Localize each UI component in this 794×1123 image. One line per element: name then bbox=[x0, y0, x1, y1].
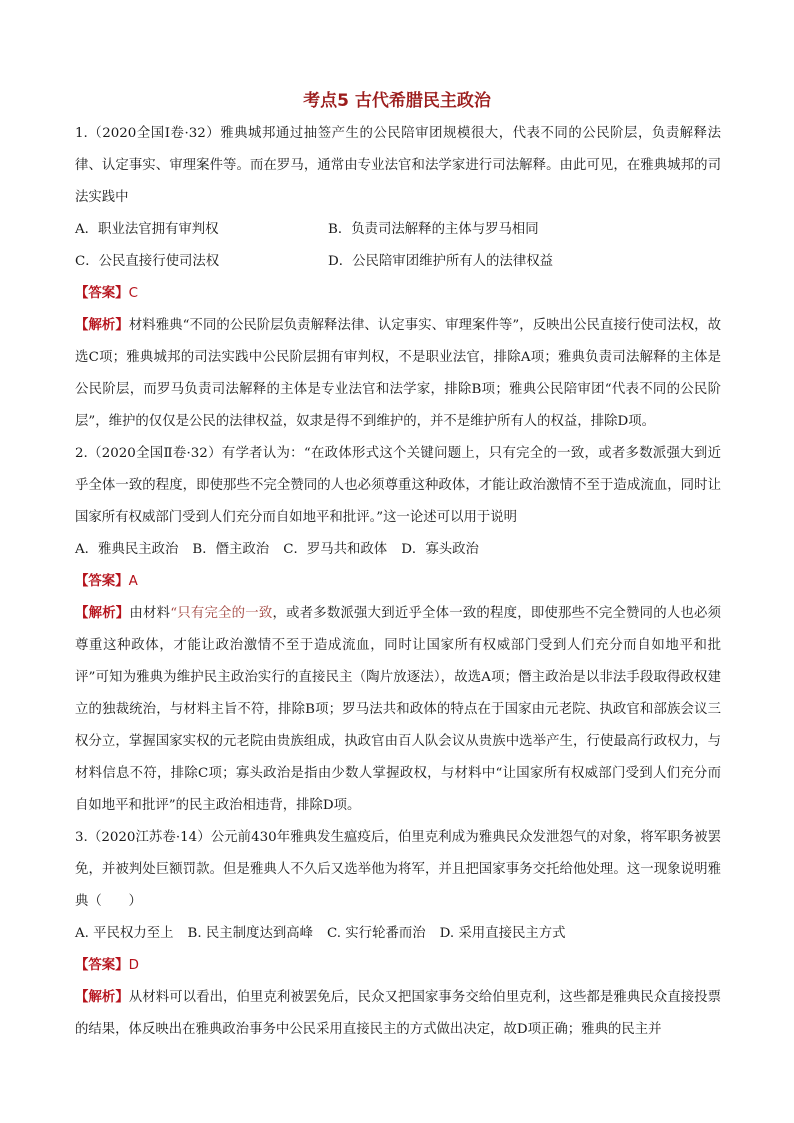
q2-answer-label: 【答案】 bbox=[75, 574, 129, 589]
q1-option-b: B．负责司法解释的主体与罗马相同 bbox=[328, 222, 539, 237]
q3-option-d: D. 采用直接民主方式 bbox=[439, 926, 566, 941]
q3-option-b: B. 民主制度达到高峰 bbox=[187, 926, 314, 941]
q3-answer bbox=[75, 950, 721, 982]
q2-option-b: B．僭主政治 bbox=[192, 542, 270, 557]
q1-analysis-label: 【解析】 bbox=[75, 318, 129, 333]
q1-analysis bbox=[75, 310, 721, 438]
q1-stem: 1.（2020全国Ⅰ卷·32）雅典城邦通过抽签产生的公民陪审团规模很大，代表不同的公民阶层，负责解释法律、认定事实、审理案件等。而在罗马，通常由专业法官和法学家进行司法解释。由此可见，在雅典城邦的司法实践中 bbox=[75, 126, 721, 205]
q3-answer-value: D bbox=[128, 958, 139, 973]
q2-analysis bbox=[75, 598, 721, 822]
q3-analysis-label: 【解析】 bbox=[75, 990, 129, 1005]
q3-option-a: A. 平民权力至上 bbox=[75, 926, 174, 941]
q2-analysis-prefix: 由材料 bbox=[129, 606, 171, 621]
q2-analysis-quote: “只有完全的一致 bbox=[170, 606, 273, 621]
q1-option-a: A．职业法官拥有审判权 bbox=[75, 222, 219, 237]
q2-analysis-label: 【解析】 bbox=[75, 606, 130, 621]
q2-option-d: D．寡头政治 bbox=[401, 542, 479, 557]
q2-options bbox=[75, 534, 721, 566]
page-title: 考点5 古代希腊民主政治 bbox=[303, 91, 491, 111]
q2-option-c: C．罗马共和政体 bbox=[283, 542, 388, 557]
content bbox=[75, 118, 721, 1046]
q3-analysis bbox=[75, 982, 721, 1046]
q2-option-a: A．雅典民主政治 bbox=[75, 542, 179, 557]
q1-option-d: D．公民陪审团维护所有人的法律权益 bbox=[328, 254, 553, 269]
q3-options bbox=[75, 918, 721, 950]
q3-option-c: C. 实行轮番而治 bbox=[327, 926, 426, 941]
q1-analysis-text: 材料雅典“不同的公民阶层负责解释法律、认定事实、审理案件等”，反映出公民直接行使司法权，故选C项；雅典城邦的司法实践中公民阶层拥有审判权，不是职业法官，排除A项；雅典负责司法解释的主体是公民阶层，而罗马负责司法解释的主体是专业法官和法学家，排除B项；雅典公民陪审团“代表不同的公民阶层”，维护的仅仅是公民的法律权益，奴隶是得不到维护的，并不是维护所有人的权益，排除D项。 bbox=[75, 318, 721, 429]
q3-stem: 3.（2020江苏卷·14）公元前430年雅典发生瘟疫后，伯里克利成为雅典民众发泄怨气的对象，将军职务被罢免，并被判处巨额罚款。但是雅典人不久后又选举他为将军，并且把国家事务交托给他处理。这一现象说明雅典（ ） bbox=[75, 830, 721, 909]
q3-answer-label: 【答案】 bbox=[75, 958, 129, 973]
q1-answer bbox=[75, 278, 721, 310]
q1-option-c: C．公民直接行使司法权 bbox=[75, 254, 220, 269]
q2-analysis-rest: ，或者多数派强大到近乎全体一致的程度，即使那些不完全赞同的人也必须尊重这种政体，才能让政治激情不至于造成流血，同时让国家所有权威部门受到人们充分而自如地平和批评”可知为雅典为维护民主政治实行的直接民主（陶片放逐法），故选A项；僭主政治是以非法手段取得政权建立的独裁统治，与材料主旨不符，排除B项；罗马法共和政体的特点在于国家由元老院、执政官和部族会议三权分立，掌握国家实权的元老院由贵族组成，执政官由百人队会议从贵族中选举产生，行使最高行政权力，与材料信息不符，排除C项；寡头政治是指由少数人掌握政权，与材料中“让国家所有权威部门受到人们充分而自如地平和批评”的民主政治相违背，排除D项。 bbox=[75, 606, 722, 813]
q1-options bbox=[75, 214, 721, 278]
q1-answer-value: C bbox=[128, 286, 138, 301]
q1-answer-label: 【答案】 bbox=[75, 286, 129, 301]
q2-stem: 2.（2020全国Ⅱ卷·32）有学者认为：“在政体形式这个关键问题上，只有完全的一致，或者多数派强大到近乎全体一致的程度，即使那些不完全赞同的人也必须尊重这种政体，才能让政治激情不至于造成流血，同时让国家所有权威部门受到人们充分而自如地平和批评。”这一论述可以用于说明 bbox=[75, 446, 721, 525]
q3-analysis-text: 从材料可以看出，伯里克利被罢免后，民众又把国家事务交给伯里克利，这些都是雅典民众直接投票的结果，体反映出在雅典政治事务中公民采用直接民主的方式做出决定，故D项正确；雅典的民主并 bbox=[75, 990, 722, 1037]
q2-answer-value: A bbox=[128, 574, 138, 589]
q2-answer bbox=[75, 566, 721, 598]
